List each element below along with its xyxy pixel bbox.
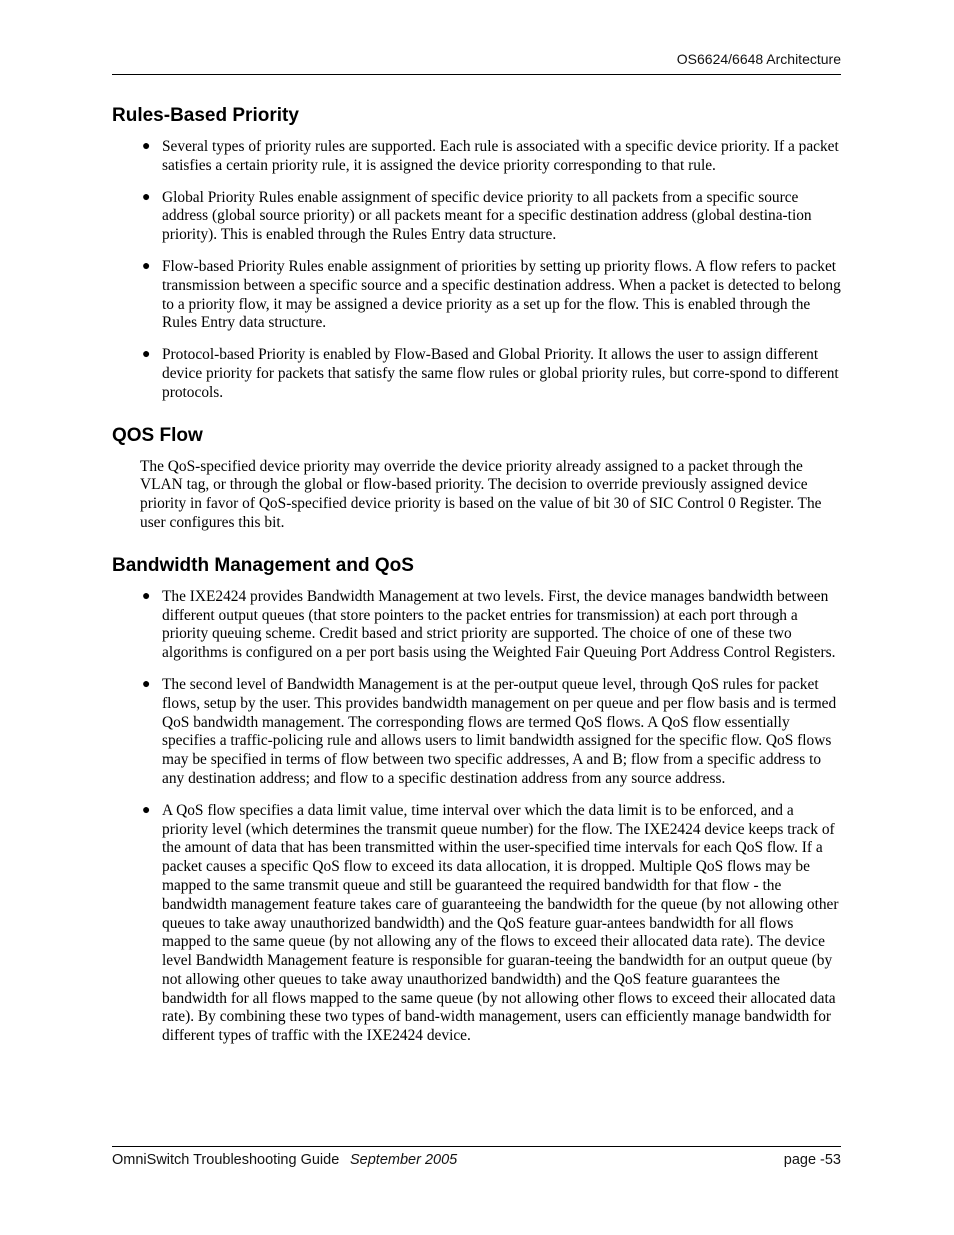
section-heading: Bandwidth Management and QoS xyxy=(112,554,414,576)
bullet-icon: ● xyxy=(142,258,151,274)
list-item xyxy=(112,138,842,176)
section-heading: Rules-Based Priority xyxy=(112,105,299,126)
bullet-icon: ● xyxy=(142,347,151,363)
bullet-icon: ● xyxy=(142,139,151,154)
list-item-text: The second level of Bandwidth Management is at the per-output queue level, through QoS rules for packet flows, setup by the user. This provides bandwidth management on per queue and per flow basis and is termed QoS bandwidth management. The corresponding flows are termed QoS flows. A QoS flow essentially specifies a traffic-policing rule and allows users to limit bandwidth assigned for the specific flow. QoS flows may be specified in terms of flow between two specific addresses, A and B; flow from a specific address to any destination address; and flow to a specific destination address from any source address. xyxy=(162,675,837,787)
footer-guide-title: OmniSwitch Troubleshooting Guide xyxy=(112,1152,340,1168)
bullet-icon: ● xyxy=(142,802,151,818)
footer-rule xyxy=(112,1146,841,1147)
section-rules-based-priority xyxy=(112,104,842,403)
list-item xyxy=(112,588,842,663)
page-number: page -53 xyxy=(783,1152,841,1168)
section-bandwidth-management xyxy=(112,554,842,1046)
running-header: OS6624/6648 Architecture xyxy=(676,51,841,67)
bullet-list xyxy=(112,138,842,403)
bullet-icon: ● xyxy=(142,588,151,604)
list-item-text: Flow-based Priority Rules enable assignment of priorities by setting up priority flows. A flow refers to packet transmission between a specific source and a specific destination address. When a packet is detected to belong to a priority flow, it may be assigned a device priority as a set up for the flow. This is enabled through the Rules Entry data structure. xyxy=(162,257,841,332)
list-item-text: Protocol-based Priority is enabled by Flow-Based and Global Priority. It allows the user to assign different device priority for packets that satisfy the same flow rules or global priority rules, but corre-spond to different protocols. xyxy=(162,346,839,401)
list-item-text: Several types of priority rules are supported. Each rule is associated with a specific device priority. If a packet satisfies a certain priority rule, it is assigned the device priority corresponding to that rule. xyxy=(162,138,839,174)
bullet-list xyxy=(112,588,842,1046)
list-item xyxy=(112,676,842,789)
list-item xyxy=(112,189,842,245)
list-item-text: The IXE2424 provides Bandwidth Management at two levels. First, the device manages bandwidth between different output queues (that store pointers to the packet entries for transmission) at each port through a priority queuing scheme. Credit based and strict priority are supported. The choice of one of these two algorithms is configured on a per port basis using the Weighted Fair Queuing Port Address Control Registers. xyxy=(162,587,836,662)
list-item-text: Global Priority Rules enable assignment of specific device priority to all packets from a specific source address (global source priority) or all packets meant for a specific destination address (global destina-tion priority). This is enabled through the Rules Entry data structure. xyxy=(162,188,812,244)
bullet-icon: ● xyxy=(142,189,151,205)
footer-date: September 2005 xyxy=(350,1152,458,1168)
section-paragraph: The QoS-specified device priority may override the device priority already assigned to a packet through the VLAN tag, or through the global or flow-based priority. The decision to override previously assigned device priority in favor of QoS-specified device priority is based on the value of bit 30 of SIC Control 0 Register. The user configures this bit. xyxy=(140,457,822,531)
section-heading: QOS Flow xyxy=(112,424,203,446)
list-item xyxy=(112,346,842,402)
page-content xyxy=(112,104,842,1046)
list-item-text: A QoS flow specifies a data limit value, time interval over which the data limit is to be enforced, and a priority level (which determines the transmit queue number) for the flow. The IXE2424 device keeps track of the amount of data that has been transmitted within the user-specified time intervals for each QoS flow. If a packet causes a specific QoS flow to exceed its data allocation, it is dropped. Multiple QoS flows may be mapped to the same transmit queue and still be guaranteed the required bandwidth for that flow - the bandwidth management feature takes care of guaranteeing the bandwidth for the queue (by not allowing other queues to take away unauthorized bandwidth) and the QoS feature guar-antees bandwidth for all flows mapped to the same queue (by not allowing any of the flows to exceed their allocated data rate). The device level Bandwidth Management feature is responsible for guaran-teeing the bandwidth for an output queue (by not allowing other queues to take away unauthorized bandwidth) and the QoS feature guarantees the bandwidth for all flows mapped to the same queue (by not allowing other flows to exceed their allocated data rate). By combining these two types of band-width management, users can efficiently manage bandwidth for different types of traffic with the IXE2424 device. xyxy=(162,801,839,1045)
list-item xyxy=(112,802,842,1046)
header-rule xyxy=(112,74,841,75)
list-item xyxy=(112,258,842,333)
section-qos-flow xyxy=(112,424,842,533)
bullet-icon: ● xyxy=(142,676,151,692)
